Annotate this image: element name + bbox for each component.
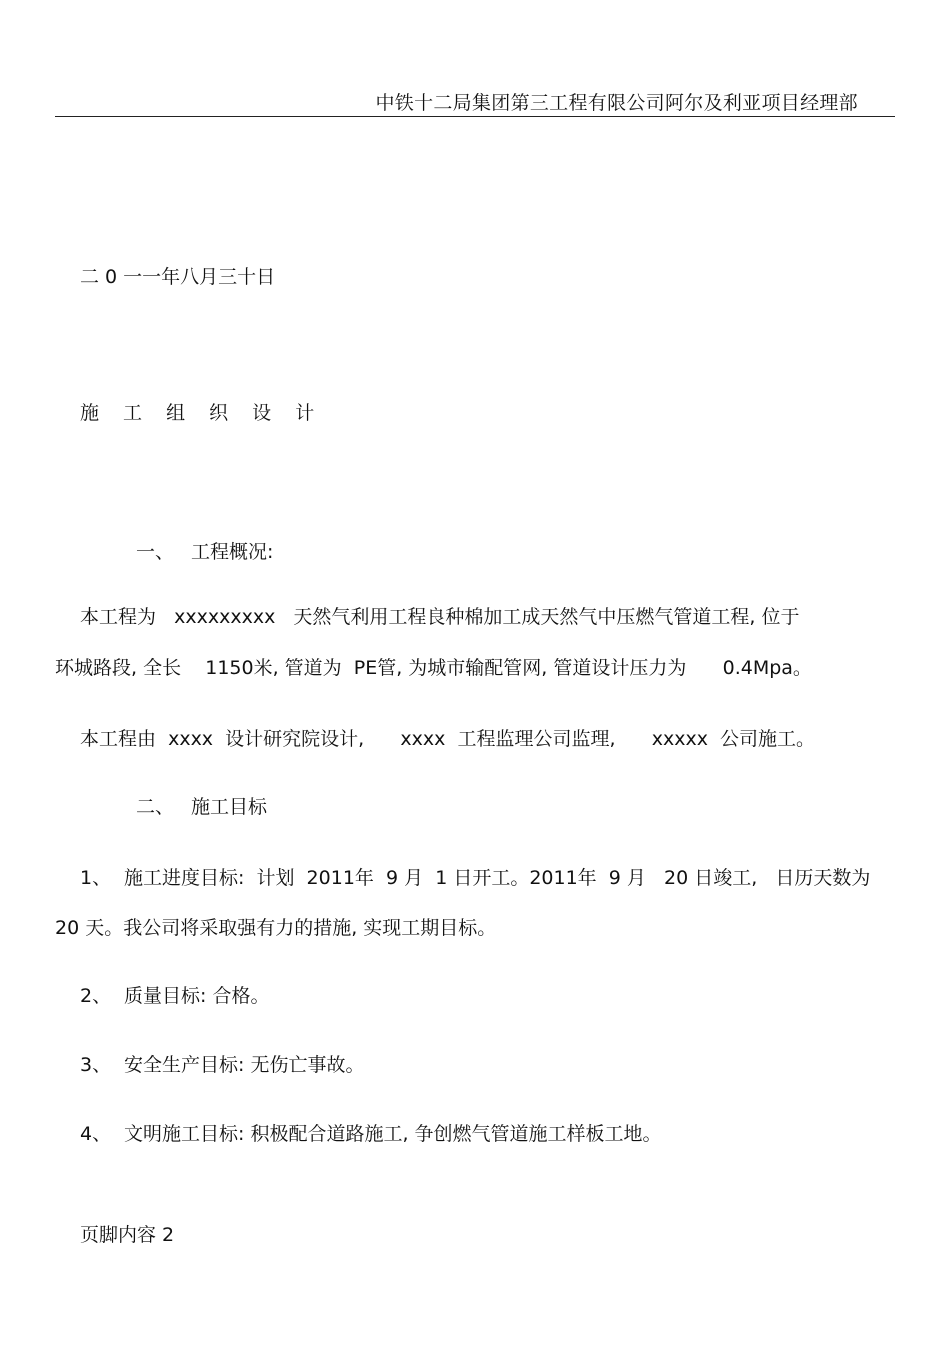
section-1-title: 工程概况: <box>191 541 274 563</box>
goal-item-text: 文明施工目标: 积极配合道路施工, 争创燃气管道施工样板工地。 <box>124 1123 662 1145</box>
header-organization: 中铁十二局集团第三工程有限公司阿尔及利亚项目经理部 <box>375 92 858 114</box>
section-1-paragraph-1-line-2: 环城路段, 全长 1150米, 管道为 PE管, 为城市输配管网, 管道设计压力为 0.4Mpa。 <box>55 657 812 679</box>
header-divider <box>55 116 895 117</box>
section-2-title: 施工目标 <box>191 796 268 818</box>
goal-item-text: 质量目标: 合格。 <box>124 985 270 1007</box>
document-title: 施 工 组 织 设 计 <box>80 402 324 424</box>
goal-item-text-continued: 20 天。我公司将采取强有力的措施, 实现工期目标。 <box>55 917 497 939</box>
goal-item-number: 1、 <box>80 867 112 889</box>
goal-item-text: 施工进度目标: 计划 2011年 9 月 1 日开工。2011年 9 月 20 日竣工, 日历天数为 <box>124 867 871 889</box>
section-2-number: 二、 <box>136 796 175 818</box>
goal-item-number: 3、 <box>80 1054 112 1076</box>
section-1-paragraph-1-line-1: 本工程为 xxxxxxxxx 天然气利用工程良种棉加工成天然气中压燃气管道工程, 位于 <box>80 606 800 628</box>
section-1-paragraph-2: 本工程由 xxxx 设计研究院设计, xxxx 工程监理公司监理, xxxxx 公司施工。 <box>80 728 816 750</box>
section-1-number: 一、 <box>136 541 175 563</box>
page-footer: 页脚内容 2 <box>80 1224 175 1246</box>
goal-item-text: 安全生产目标: 无伤亡事故。 <box>124 1054 365 1076</box>
goal-item-number: 4、 <box>80 1123 112 1145</box>
document-date: 二 0 一一年八月三十日 <box>80 266 276 288</box>
goal-item-number: 2、 <box>80 985 112 1007</box>
